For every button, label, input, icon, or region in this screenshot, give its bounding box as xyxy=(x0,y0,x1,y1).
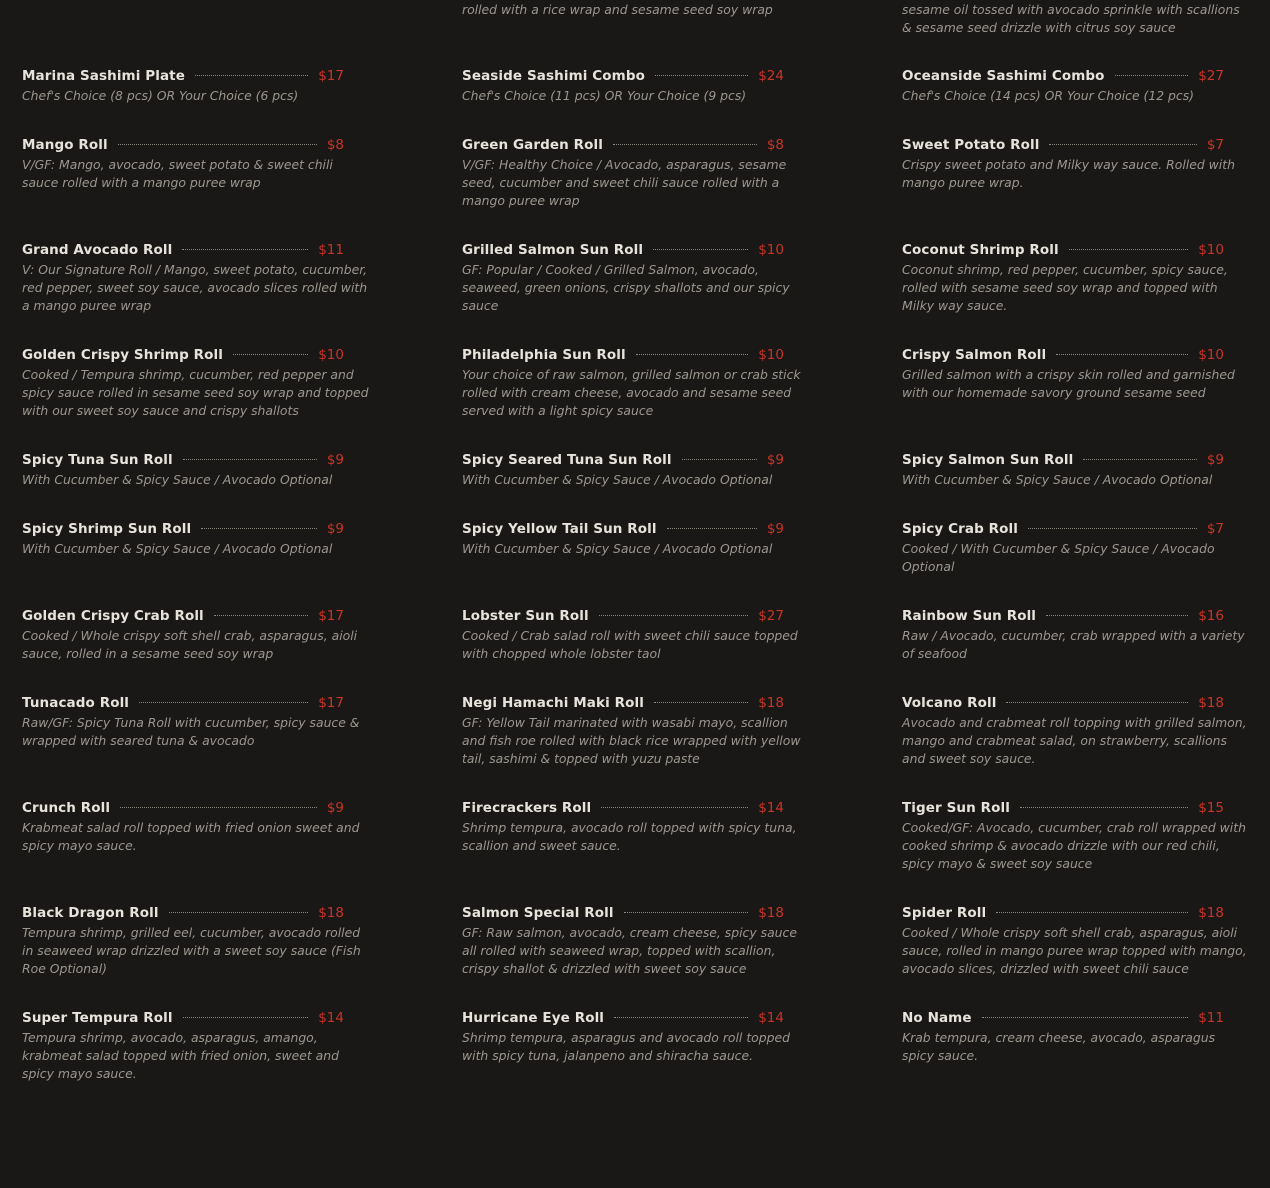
item-price: $15 xyxy=(1198,800,1224,816)
item-description: With Cucumber & Spicy Sauce / Avocado Optional xyxy=(22,541,333,556)
item-description: Cooked / Whole crispy soft shell crab, asparagus, aioli sauce, rolled in a sesame seed soy wrap xyxy=(22,628,358,661)
item-name: Spicy Salmon Sun Roll xyxy=(902,452,1074,468)
item-description: With Cucumber & Spicy Sauce / Avocado Optional xyxy=(902,472,1213,487)
item-price: $14 xyxy=(758,800,784,816)
dot-leader xyxy=(195,74,308,76)
menu-item-header xyxy=(462,347,784,366)
item-price: $10 xyxy=(758,242,784,258)
item-description: GF: Popular / Cooked / Grilled Salmon, avocado, seaweed, green onions, crispy shallots and our spicy sauce xyxy=(462,262,790,313)
menu-item-header xyxy=(462,905,784,924)
menu-item xyxy=(22,800,360,855)
menu-item-header xyxy=(22,242,344,261)
item-price: $7 xyxy=(1206,137,1224,153)
dot-leader xyxy=(169,911,309,913)
menu-item-header xyxy=(462,137,784,156)
item-description: V/GF: Healthy Choice / Avocado, asparagus, sesame seed, cucumber and sweet chili sauce rolled with a mango puree wrap xyxy=(462,157,787,208)
item-name: Grand Avocado Roll xyxy=(22,242,173,258)
menu-item xyxy=(22,452,344,489)
item-description: Shrimp tempura, asparagus and avocado roll topped with spicy tuna, jalanpeno and shiracha sauce. xyxy=(462,1030,790,1063)
dot-leader xyxy=(182,248,308,250)
menu-item-header xyxy=(462,800,784,819)
dot-leader xyxy=(599,614,749,616)
dot-leader xyxy=(120,806,317,808)
item-description: Tempura shrimp, grilled eel, cucumber, avocado rolled in seaweed wrap drizzled with a sweet soy sauce (Fish Roe Optional) xyxy=(22,925,361,976)
item-price: $9 xyxy=(766,521,784,537)
dot-leader xyxy=(1046,614,1188,616)
dot-leader xyxy=(183,458,317,460)
item-price: $18 xyxy=(318,905,344,921)
item-price: $11 xyxy=(318,242,344,258)
dot-leader xyxy=(613,143,757,145)
dot-leader xyxy=(654,701,748,703)
item-description: Crispy sweet potato and Milky way sauce. Rolled with mango puree wrap. xyxy=(902,157,1235,190)
menu-item-header xyxy=(462,1010,784,1029)
item-description: Chef's Choice (8 pcs) OR Your Choice (6 pcs) xyxy=(22,88,299,103)
dot-leader xyxy=(996,911,1188,913)
dot-leader xyxy=(201,527,317,529)
item-name: Philadelphia Sun Roll xyxy=(462,347,626,363)
item-price: $10 xyxy=(318,347,344,363)
dot-leader xyxy=(1115,74,1189,76)
item-price: $8 xyxy=(766,137,784,153)
item-description: Krabmeat salad roll topped with fried onion sweet and spicy mayo sauce. xyxy=(22,820,360,853)
menu-item-header xyxy=(902,452,1224,471)
menu-item xyxy=(462,695,801,768)
menu-item xyxy=(462,452,784,489)
menu-item xyxy=(462,242,790,315)
top-fragment-middle: rolled with a rice wrap and sesame seed soy wrap xyxy=(462,2,773,17)
item-price: $9 xyxy=(326,452,344,468)
top-fragment-right: sesame oil tossed with avocado sprinkle with scallions & sesame seed drizzle with citrus soy sauce xyxy=(902,2,1240,35)
dot-leader xyxy=(139,701,308,703)
item-name: Crunch Roll xyxy=(22,800,111,816)
menu-item xyxy=(902,452,1224,489)
menu-item-header xyxy=(22,347,344,366)
item-name: Spicy Yellow Tail Sun Roll xyxy=(462,521,657,537)
menu-item-header xyxy=(22,452,344,471)
item-name: Super Tempura Roll xyxy=(22,1010,173,1026)
menu-item xyxy=(902,137,1235,192)
item-description: GF: Yellow Tail marinated with wasabi mayo, scallion and fish roe rolled with black rice wrapped with yellow tail, sashimi & topped with yuzu paste xyxy=(462,715,801,766)
menu-item xyxy=(902,242,1228,315)
item-price: $18 xyxy=(758,695,784,711)
item-name: Negi Hamachi Maki Roll xyxy=(462,695,644,711)
item-description: Cooked/GF: Avocado, cucumber, crab roll wrapped with cooked shrimp & avocado drizzle with our red chili, spicy mayo & sweet soy sauce xyxy=(902,820,1246,871)
menu-item-header xyxy=(902,1010,1224,1029)
menu-item xyxy=(902,1010,1224,1065)
menu-item-header xyxy=(902,608,1224,627)
item-description: Grilled salmon with a crispy skin rolled and garnished with our homemade savory ground sesame seed xyxy=(902,367,1235,400)
item-description: GF: Raw salmon, avocado, cream cheese, spicy sauce all rolled with seaweed wrap, topped with scallion, crispy shallot & drizzled with sweet soy sauce xyxy=(462,925,797,976)
item-price: $14 xyxy=(318,1010,344,1026)
item-name: Crispy Salmon Roll xyxy=(902,347,1047,363)
dot-leader xyxy=(1020,806,1188,808)
dot-leader xyxy=(601,806,748,808)
menu-item xyxy=(462,1010,790,1065)
item-price: $9 xyxy=(326,521,344,537)
menu-item-header xyxy=(462,452,784,471)
item-name: Grilled Salmon Sun Roll xyxy=(462,242,644,258)
menu-item-header xyxy=(902,905,1224,924)
item-name: Marina Sashimi Plate xyxy=(22,68,185,84)
item-price: $10 xyxy=(758,347,784,363)
menu-item-header xyxy=(462,695,784,714)
dot-leader xyxy=(655,74,748,76)
dot-leader xyxy=(614,1016,748,1018)
item-price: $18 xyxy=(1198,695,1224,711)
menu-item-header xyxy=(902,695,1224,714)
menu-item-header xyxy=(902,347,1224,366)
dot-leader xyxy=(1083,458,1197,460)
item-price: $10 xyxy=(1198,242,1224,258)
dot-leader xyxy=(624,911,749,913)
item-price: $27 xyxy=(1198,68,1224,84)
item-name: Green Garden Roll xyxy=(462,137,603,153)
menu-item-header xyxy=(902,800,1224,819)
item-description: Cooked / Tempura shrimp, cucumber, red pepper and spicy sauce rolled in sesame seed soy wrap and topped with our sweet soy sauce and crispy shallots xyxy=(22,367,369,418)
item-price: $27 xyxy=(758,608,784,624)
menu-item xyxy=(902,521,1224,576)
item-name: Firecrackers Roll xyxy=(462,800,592,816)
item-name: Volcano Roll xyxy=(902,695,997,711)
dot-leader xyxy=(214,614,308,616)
item-name: Spider Roll xyxy=(902,905,987,921)
menu-item xyxy=(22,608,358,663)
item-name: Golden Crispy Crab Roll xyxy=(22,608,204,624)
item-name: Spicy Seared Tuna Sun Roll xyxy=(462,452,672,468)
item-description: Coconut shrimp, red pepper, cucumber, spicy sauce, rolled with sesame seed soy wrap and topped with Milky way sauce. xyxy=(902,262,1228,313)
menu-item-header xyxy=(902,521,1224,540)
item-description: Cooked / Whole crispy soft shell crab, asparagus, aioli sauce, rolled in mango puree wrap topped with mango, avocado slices, drizzled with sweet chili sauce xyxy=(902,925,1247,976)
item-price: $8 xyxy=(326,137,344,153)
menu-item xyxy=(902,695,1247,768)
item-price: $9 xyxy=(326,800,344,816)
item-name: Sweet Potato Roll xyxy=(902,137,1040,153)
item-name: No Name xyxy=(902,1010,972,1026)
menu-item-header xyxy=(22,68,344,87)
menu-item xyxy=(462,608,798,663)
menu-item-header xyxy=(462,521,784,540)
item-description: Shrimp tempura, avocado roll topped with spicy tuna, scallion and sweet sauce. xyxy=(462,820,797,853)
item-description: With Cucumber & Spicy Sauce / Avocado Optional xyxy=(462,541,773,556)
menu-item-header xyxy=(462,242,784,261)
dot-leader xyxy=(636,353,749,355)
item-description: Raw/GF: Spicy Tuna Roll with cucumber, spicy sauce & wrapped with seared tuna & avocado xyxy=(22,715,360,748)
item-price: $10 xyxy=(1198,347,1224,363)
item-price: $24 xyxy=(758,68,784,84)
menu-item xyxy=(902,608,1245,663)
menu-item-header xyxy=(902,137,1224,156)
item-name: Seaside Sashimi Combo xyxy=(462,68,645,84)
dot-leader xyxy=(682,458,757,460)
dot-leader xyxy=(1049,143,1196,145)
menu-item-header xyxy=(22,695,344,714)
item-description: Chef's Choice (11 pcs) OR Your Choice (9 pcs) xyxy=(462,88,747,103)
item-price: $9 xyxy=(766,452,784,468)
menu-item xyxy=(22,242,368,315)
item-price: $9 xyxy=(1206,452,1224,468)
menu-item xyxy=(902,905,1247,978)
menu-item xyxy=(22,905,361,978)
item-name: Spicy Crab Roll xyxy=(902,521,1018,537)
menu-item xyxy=(462,347,801,420)
menu-item xyxy=(22,137,344,192)
menu-item xyxy=(462,905,797,978)
item-name: Mango Roll xyxy=(22,137,108,153)
item-name: Hurricane Eye Roll xyxy=(462,1010,605,1026)
dot-leader xyxy=(1069,248,1189,250)
menu-item-header xyxy=(22,905,344,924)
item-description: V: Our Signature Roll / Mango, sweet potato, cucumber, red pepper, sweet soy sauce, avocado slices rolled with a mango puree wrap xyxy=(22,262,368,313)
menu-item xyxy=(22,68,344,105)
item-description: Tempura shrimp, avocado, asparagus, amango, krabmeat salad topped with fried onion, sweet and spicy mayo sauce. xyxy=(22,1030,339,1081)
item-price: $7 xyxy=(1206,521,1224,537)
item-name: Coconut Shrimp Roll xyxy=(902,242,1059,258)
item-name: Lobster Sun Roll xyxy=(462,608,589,624)
menu-item-header xyxy=(22,137,344,156)
menu-item-header xyxy=(902,68,1224,87)
item-description: Cooked / Crab salad roll with sweet chili sauce topped with chopped whole lobster taol xyxy=(462,628,798,661)
item-name: Spicy Tuna Sun Roll xyxy=(22,452,173,468)
item-price: $17 xyxy=(318,68,344,84)
menu-item-header xyxy=(22,800,344,819)
menu-item-header xyxy=(462,608,784,627)
menu-item xyxy=(902,68,1224,105)
item-description: V/GF: Mango, avocado, sweet potato & sweet chili sauce rolled with a mango puree wrap xyxy=(22,157,333,190)
dot-leader xyxy=(667,527,757,529)
item-name: Spicy Shrimp Sun Roll xyxy=(22,521,192,537)
item-price: $11 xyxy=(1198,1010,1224,1026)
item-name: Black Dragon Roll xyxy=(22,905,159,921)
item-description: Avocado and crabmeat roll topping with grilled salmon, mango and crabmeat salad, on strawberry, scallions and sweet soy sauce. xyxy=(902,715,1247,766)
menu-item xyxy=(902,800,1246,873)
item-price: $16 xyxy=(1198,608,1224,624)
item-name: Tiger Sun Roll xyxy=(902,800,1010,816)
dot-leader xyxy=(982,1016,1189,1018)
menu-item-header xyxy=(22,1010,344,1029)
dot-leader xyxy=(233,353,308,355)
item-description: With Cucumber & Spicy Sauce / Avocado Optional xyxy=(462,472,773,487)
item-name: Salmon Special Roll xyxy=(462,905,614,921)
menu-item xyxy=(462,137,787,210)
dot-leader xyxy=(118,143,317,145)
item-price: $18 xyxy=(758,905,784,921)
item-description: With Cucumber & Spicy Sauce / Avocado Optional xyxy=(22,472,333,487)
item-price: $17 xyxy=(318,608,344,624)
menu-item-header xyxy=(902,242,1224,261)
item-description: Chef's Choice (14 pcs) OR Your Choice (12 pcs) xyxy=(902,88,1195,103)
item-description: Your choice of raw salmon, grilled salmon or crab stick rolled with cream cheese, avocado and sesame seed served with a light spicy sauce xyxy=(462,367,801,418)
item-name: Rainbow Sun Roll xyxy=(902,608,1037,624)
item-description: Raw / Avocado, cucumber, crab wrapped with a variety of seafood xyxy=(902,628,1245,661)
dot-leader xyxy=(1006,701,1188,703)
menu-item-header xyxy=(22,521,344,540)
menu-item xyxy=(462,800,797,855)
menu-item xyxy=(22,521,344,558)
item-name: Oceanside Sashimi Combo xyxy=(902,68,1105,84)
dot-leader xyxy=(1056,353,1188,355)
menu-item xyxy=(22,347,369,420)
item-name: Tunacado Roll xyxy=(22,695,130,711)
menu-item xyxy=(462,68,784,105)
menu-item xyxy=(462,521,784,558)
menu-item xyxy=(22,1010,344,1083)
dot-leader xyxy=(1028,527,1197,529)
item-price: $18 xyxy=(1198,905,1224,921)
item-price: $17 xyxy=(318,695,344,711)
menu-item-header xyxy=(22,608,344,627)
menu-item-header xyxy=(462,68,784,87)
item-description: Cooked / With Cucumber & Spicy Sauce / Avocado Optional xyxy=(902,541,1215,574)
item-name: Golden Crispy Shrimp Roll xyxy=(22,347,223,363)
dot-leader xyxy=(183,1016,309,1018)
menu-item xyxy=(902,347,1235,402)
menu-item xyxy=(22,695,360,750)
item-description: Krab tempura, cream cheese, avocado, asparagus spicy sauce. xyxy=(902,1030,1216,1063)
item-price: $14 xyxy=(758,1010,784,1026)
dot-leader xyxy=(653,248,748,250)
